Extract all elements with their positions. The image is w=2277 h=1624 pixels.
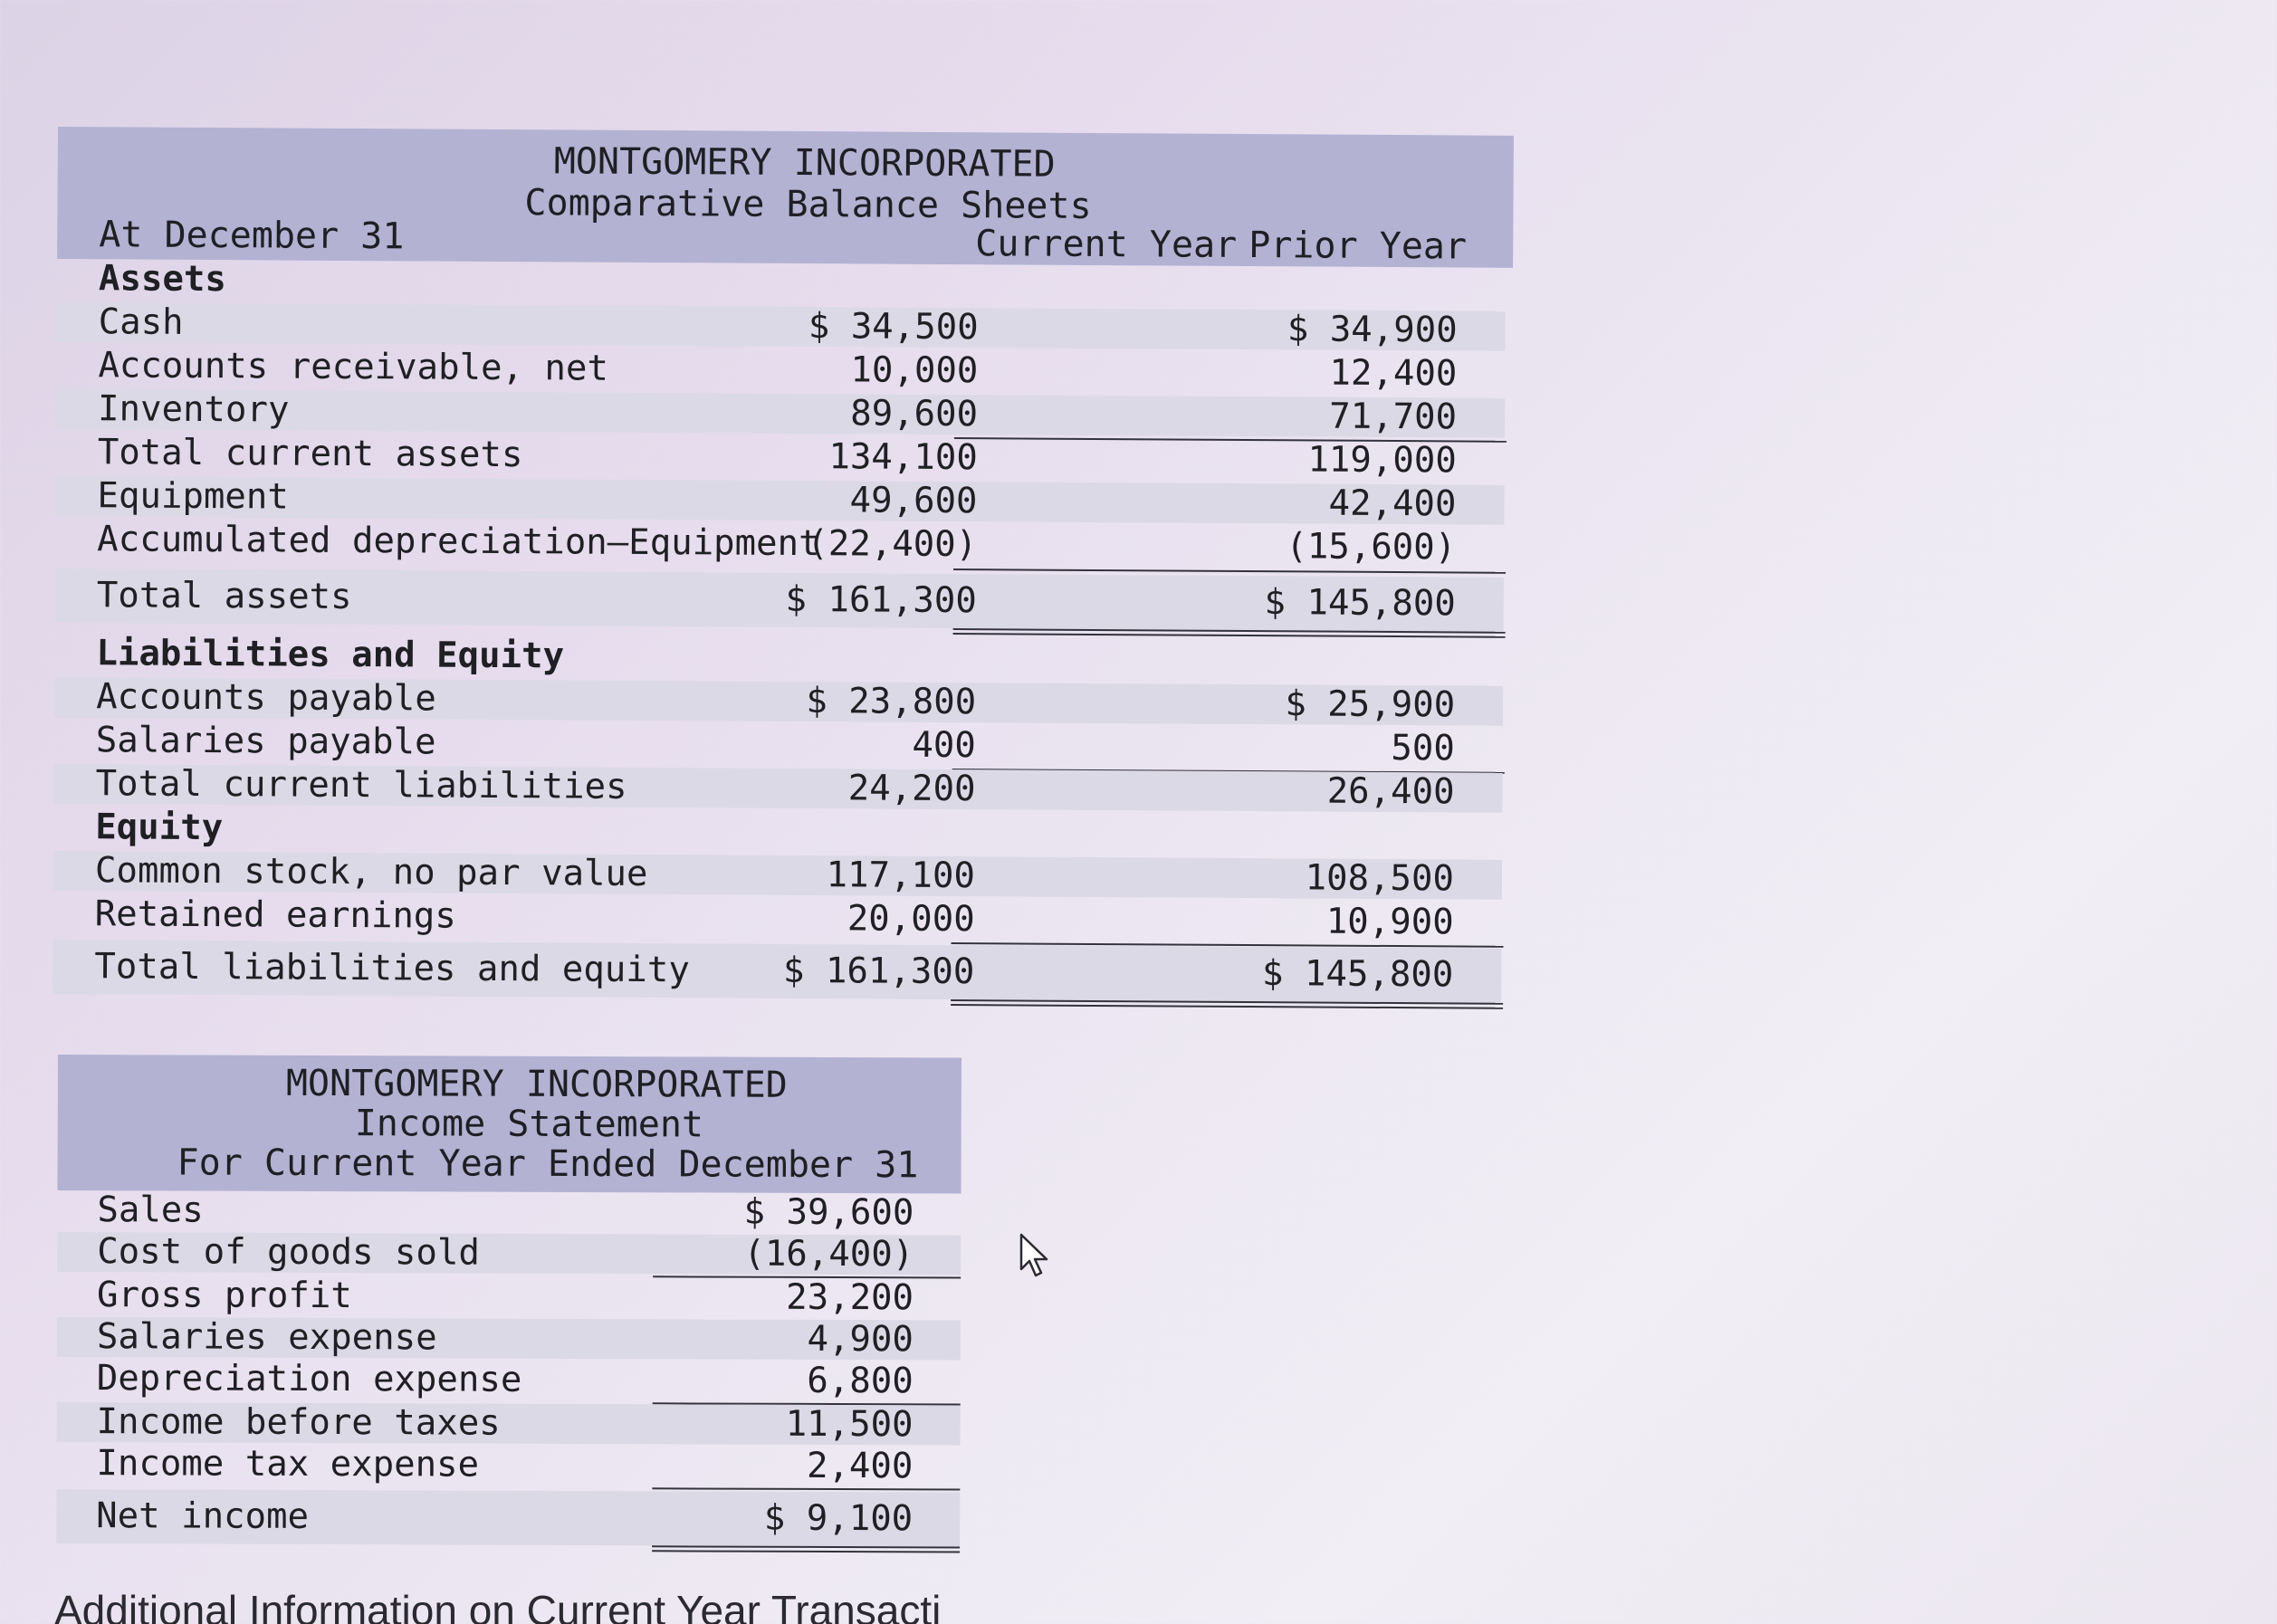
item-label: Gross profit	[96, 1275, 352, 1317]
assets-heading-row	[57, 259, 1506, 308]
prior-year-value: $ 34,900	[1287, 309, 1458, 351]
table-row	[53, 851, 1502, 900]
income-statement	[56, 1055, 963, 1564]
liabilities-heading: Liabilities and Equity	[96, 633, 565, 677]
current-year-value: 89,600	[850, 393, 979, 435]
item-label: Cost of goods sold	[97, 1231, 480, 1274]
table-row	[54, 721, 1503, 769]
table-row	[56, 433, 1505, 482]
current-year-value: 134,100	[828, 436, 978, 479]
table-row	[56, 346, 1505, 395]
column-header-current-year: Current Year	[975, 223, 1238, 266]
current-year-value: 117,100	[826, 855, 976, 897]
row-label: Total liabilities and equity	[94, 946, 690, 991]
row-label: Total assets	[96, 575, 352, 617]
prior-year-value: $ 25,900	[1285, 683, 1456, 726]
income-period-label: For Current Year Ended December 31	[177, 1142, 919, 1187]
item-label: Income before taxes	[96, 1401, 501, 1444]
current-year-value: $ 161,300	[782, 950, 975, 993]
current-year-value: 10,000	[850, 349, 979, 392]
table-row-total	[55, 568, 1504, 632]
current-year-value: $ 161,300	[785, 578, 977, 622]
balance-sheet-title: Comparative Balance Sheets	[524, 182, 1092, 227]
prior-year-value: 500	[1391, 728, 1455, 769]
income-statement-title: Income Statement	[354, 1103, 704, 1146]
current-year-value: 20,000	[847, 898, 975, 941]
income-statement-header	[57, 1055, 962, 1193]
table-row	[54, 677, 1503, 726]
item-value: $ 39,600	[743, 1191, 914, 1234]
prior-year-value: 10,900	[1325, 901, 1454, 943]
current-year-value: (22,400)	[807, 523, 978, 566]
item-value: 2,400	[806, 1445, 914, 1487]
balance-sheet	[53, 127, 1516, 1023]
item-value: 6,800	[807, 1360, 914, 1402]
prior-year-value: $ 145,800	[1264, 582, 1456, 625]
row-label: Retained earnings	[94, 893, 456, 937]
item-label: Sales	[97, 1189, 204, 1231]
row-label: Equipment	[97, 475, 289, 518]
row-label: Accumulated depreciation—Equipment	[97, 519, 820, 565]
item-label: Salaries expense	[96, 1316, 437, 1359]
prior-year-value: 108,500	[1305, 857, 1455, 900]
item-label: Net income	[96, 1495, 310, 1537]
balance-company-name: MONTGOMERY INCORPORATED	[553, 140, 1056, 186]
additional-information-heading: Additional Information on Current Year Transacti	[54, 1587, 942, 1624]
row-label: Common stock, no par value	[94, 850, 648, 894]
row-label: Cash	[98, 301, 184, 343]
item-value: $ 9,100	[763, 1497, 914, 1540]
prior-year-value: 71,700	[1329, 396, 1458, 438]
item-value: (16,400)	[743, 1233, 914, 1275]
table-row	[53, 764, 1502, 813]
income-company-name: MONTGOMERY INCORPORATED	[285, 1062, 788, 1106]
prior-year-value: 119,000	[1307, 439, 1457, 482]
mouse-pointer-icon	[1019, 1233, 1055, 1278]
row-label: Salaries payable	[95, 720, 436, 763]
balance-date-label: At December 31	[99, 214, 405, 258]
row-label: Total current assets	[97, 432, 523, 476]
subtotal-rule	[953, 568, 1506, 574]
total-double-rule	[652, 1545, 960, 1552]
equity-heading-row	[53, 807, 1502, 856]
table-row	[57, 302, 1506, 351]
item-label: Income tax expense	[96, 1443, 480, 1485]
current-year-value: 49,600	[849, 480, 978, 522]
item-value: 4,900	[807, 1318, 914, 1361]
prior-year-value: 26,400	[1326, 770, 1455, 813]
row-label: Accounts receivable, net	[98, 345, 609, 389]
row-label: Inventory	[97, 388, 290, 431]
table-row-total	[53, 940, 1501, 1003]
column-header-prior-year: Prior Year	[1249, 224, 1468, 268]
prior-year-value: $ 145,800	[1261, 953, 1454, 996]
table-row	[55, 520, 1504, 568]
prior-year-value: (15,600)	[1286, 526, 1457, 568]
row-label: Total current liabilities	[95, 763, 627, 807]
item-value: 11,500	[785, 1403, 914, 1446]
prior-year-value: 42,400	[1328, 482, 1457, 525]
list-item	[57, 1190, 961, 1233]
balance-sheet-header	[57, 127, 1514, 268]
list-item	[57, 1402, 961, 1445]
table-row	[53, 894, 1502, 943]
current-year-value: 400	[912, 724, 976, 767]
subtotal-rule	[652, 1487, 960, 1490]
current-year-value: 24,200	[847, 768, 976, 810]
list-item	[56, 1444, 960, 1486]
table-row	[56, 389, 1505, 438]
list-item	[57, 1317, 961, 1360]
item-value: 23,200	[786, 1276, 914, 1319]
current-year-value: $ 23,800	[806, 681, 977, 723]
item-label: Depreciation expense	[96, 1358, 522, 1400]
list-item	[57, 1275, 961, 1318]
prior-year-value: 12,400	[1329, 352, 1458, 395]
liabilities-heading-row	[54, 634, 1503, 683]
list-item-total	[56, 1489, 960, 1546]
list-item	[57, 1232, 961, 1275]
list-item	[57, 1359, 961, 1401]
current-year-value: $ 34,500	[808, 306, 979, 349]
table-row	[55, 476, 1504, 525]
row-label: Accounts payable	[96, 676, 436, 720]
assets-heading: Assets	[98, 258, 227, 301]
equity-heading: Equity	[95, 807, 224, 849]
